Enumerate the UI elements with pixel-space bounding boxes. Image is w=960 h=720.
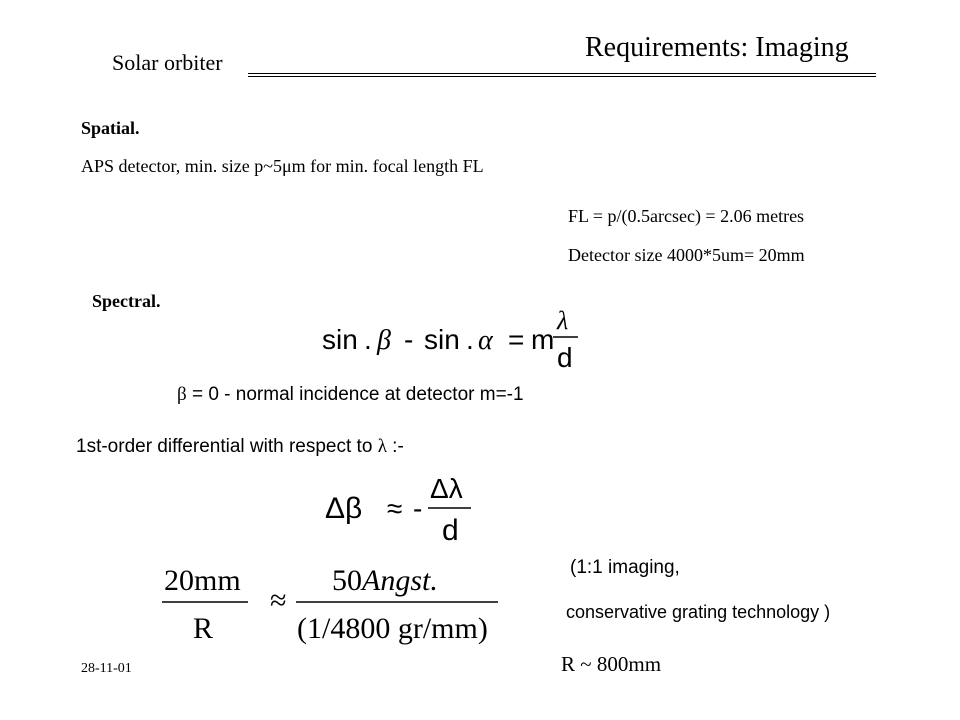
footer-date: 28-11-01	[81, 661, 132, 676]
spatial-heading: Spatial.	[81, 118, 140, 138]
resolution-result: R ~ 800mm	[561, 652, 662, 676]
header-rule	[248, 73, 876, 77]
eq-beta: β	[377, 325, 391, 356]
eq-lhs-denominator: R	[193, 612, 214, 645]
eq-rhs-num-value: 50	[332, 564, 362, 597]
eq-rhs-denominator: (1/4800 gr/mm)	[297, 612, 488, 645]
eq-lhs-numerator: 20mm	[164, 564, 241, 597]
header-label: Solar orbiter	[112, 50, 223, 75]
differential-suffix: :-	[386, 436, 404, 457]
eq-minus-2: -	[413, 493, 423, 524]
detector-line-prefix: APS detector, min. size p~5	[81, 156, 282, 176]
eq-sin-1: sin	[322, 324, 358, 355]
lambda-symbol: λ	[377, 436, 387, 457]
beta-condition-line	[177, 384, 524, 406]
differential-prefix: 1st-order differential with respect to	[76, 436, 378, 457]
eq-approx-1: ≈	[387, 493, 403, 524]
eq-d: d	[557, 342, 573, 373]
focal-length-formula: FL = p/(0.5arcsec) = 2.06 metres	[568, 206, 805, 226]
differential-line	[76, 436, 404, 458]
beta-symbol: β	[177, 384, 187, 405]
eq-minus-1: -	[404, 324, 414, 355]
eq-lambda: λ	[557, 306, 569, 335]
eq-m: m	[531, 324, 555, 355]
eq-delta-beta: Δβ	[325, 492, 363, 525]
note-imaging: (1:1 imaging,	[570, 557, 680, 578]
spatial-detector-line	[81, 156, 484, 177]
eq-equals: =	[508, 324, 525, 355]
eq-sin-2: sin	[424, 324, 460, 355]
eq-alpha: α	[478, 325, 493, 356]
note-grating: conservative grating technology )	[566, 602, 831, 622]
resolution-equation	[160, 558, 510, 648]
eq-approx-2: ≈	[270, 584, 287, 617]
differential-equation	[325, 468, 485, 547]
beta-condition-text: = 0 - normal incidence at detector m=-1	[186, 384, 524, 405]
spectral-heading: Spectral.	[92, 291, 161, 311]
slide-title: Requirements: Imaging	[585, 32, 849, 63]
eq-rhs-numerator	[332, 564, 438, 597]
detector-size-text: Detector size 4000*5um= 20mm	[568, 245, 805, 265]
grating-equation	[300, 295, 580, 375]
eq-d-2: d	[442, 514, 459, 547]
eq-delta-lambda: Δλ	[430, 473, 463, 504]
eq-dot-1: .	[364, 324, 372, 355]
eq-rhs-num-unit: Angst.	[362, 564, 438, 597]
detector-line-suffix: m for min. focal length FL	[291, 156, 484, 176]
eq-dot-2: .	[466, 324, 474, 355]
mu-symbol: μ	[282, 156, 292, 176]
